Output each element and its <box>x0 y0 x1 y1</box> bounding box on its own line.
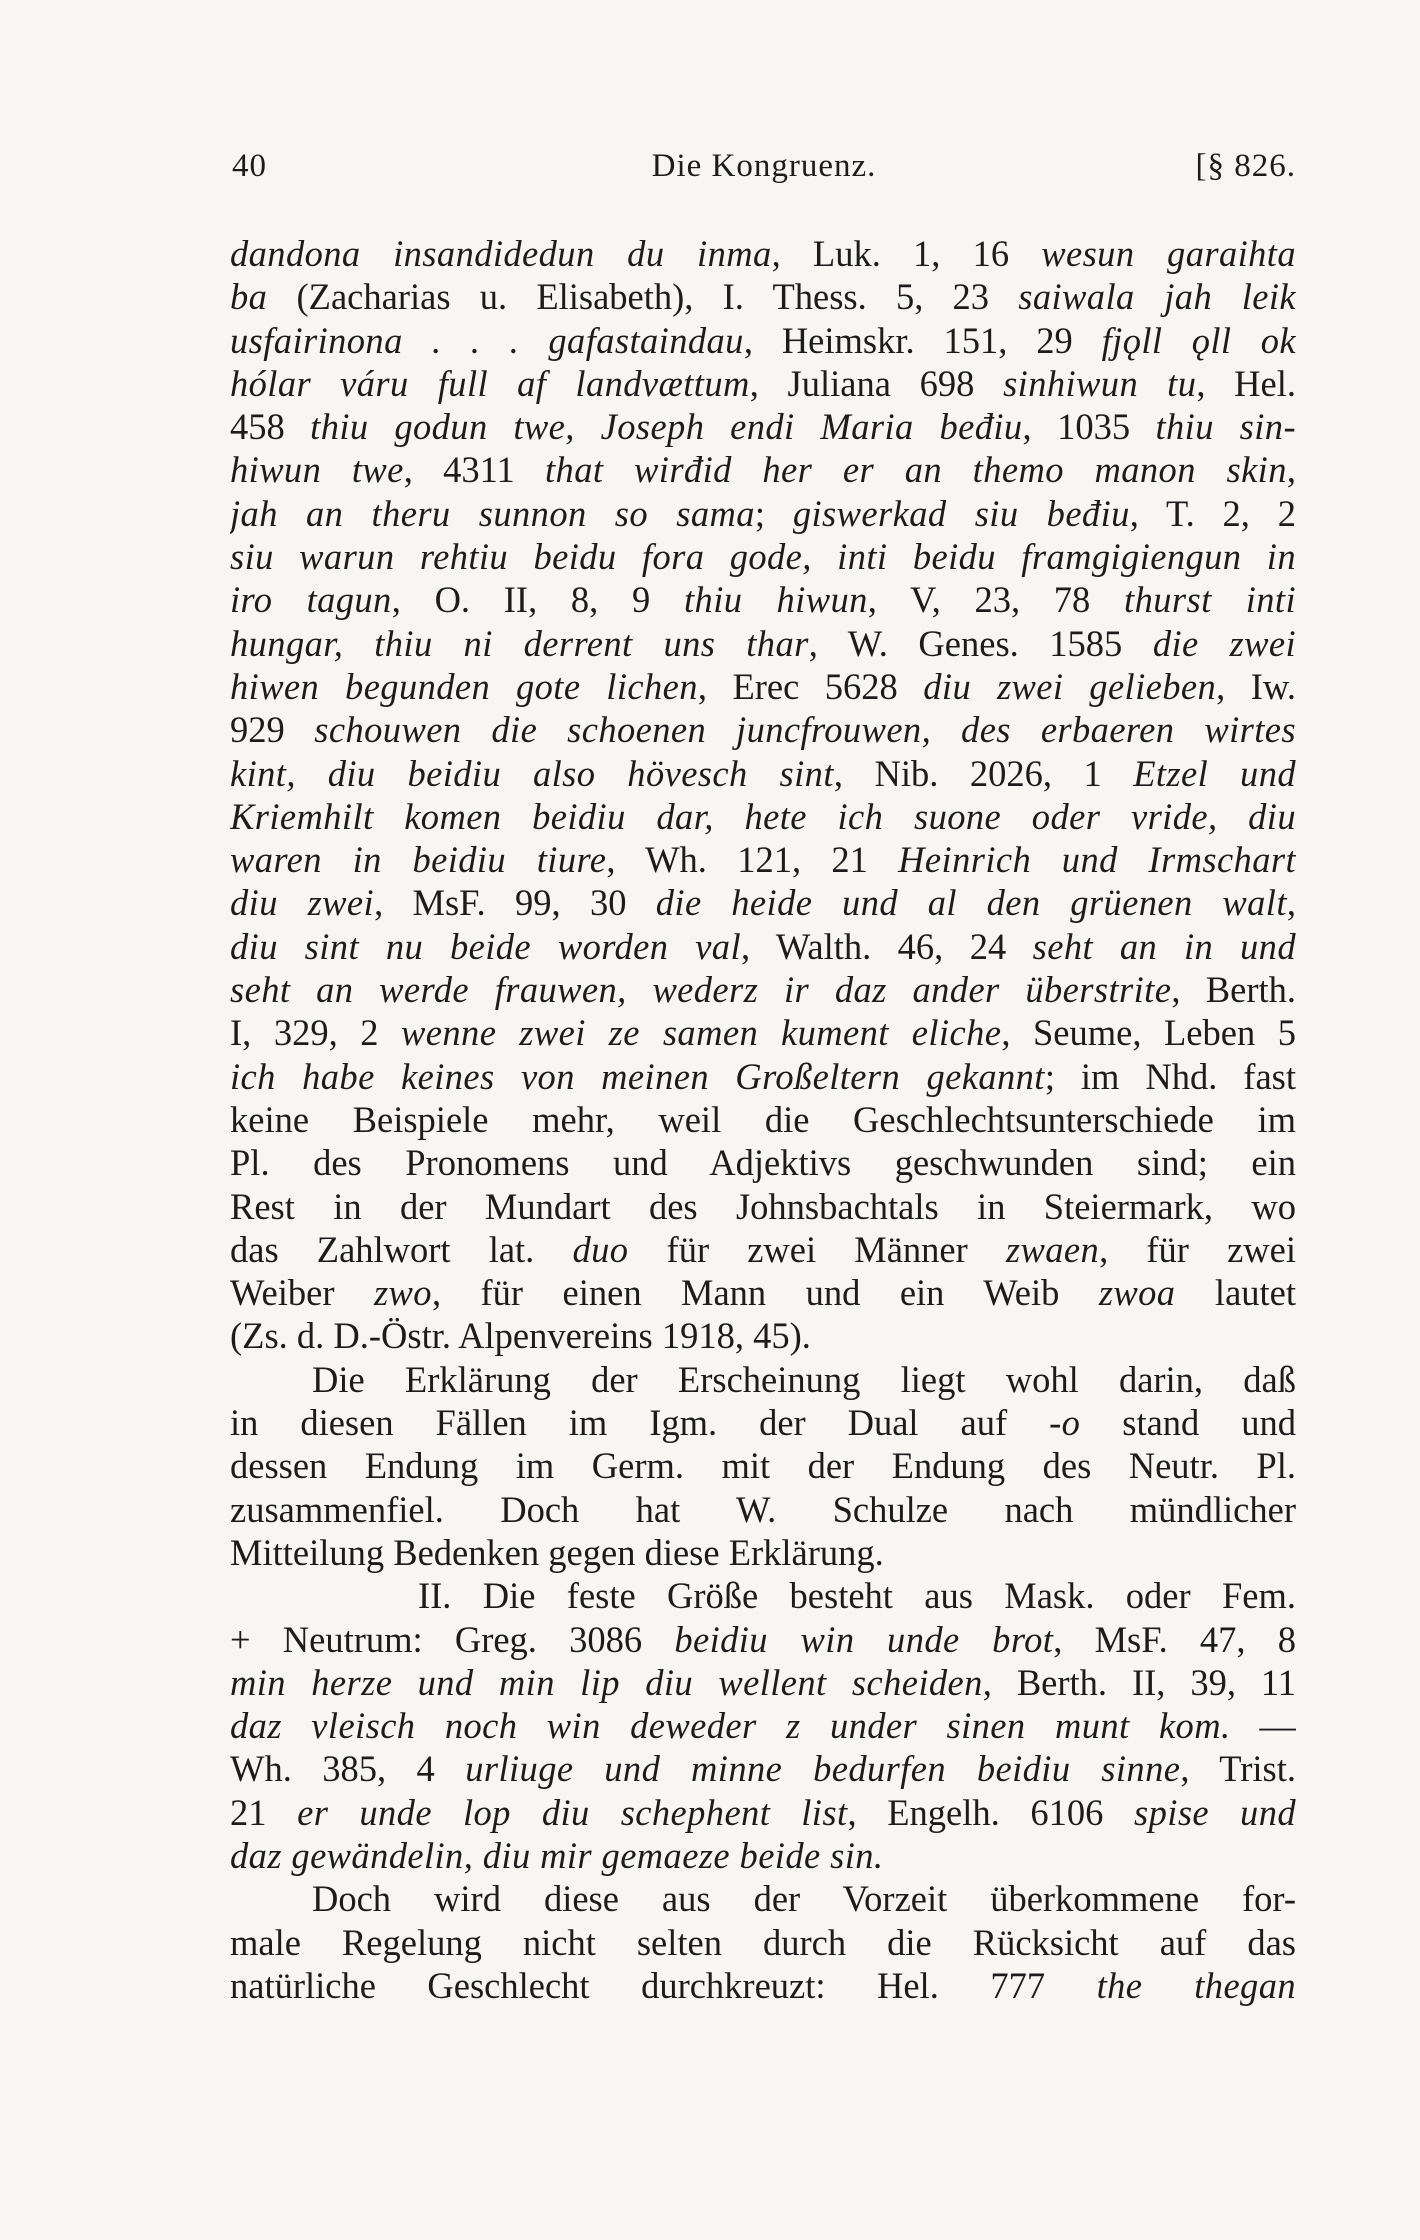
text-line: Die Erklärung der Erscheinung liegt wohl darin, daß <box>312 1358 1296 1400</box>
text-line: usfairinona . . . gafastaindau, Heimskr. 151, 29 fjǫll ǫll ok <box>230 319 1296 361</box>
text-line: min herze und min lip diu wellent scheiden, Berth. II, 39, 11 <box>230 1661 1296 1703</box>
text-line: + Neutrum: Greg. 3086 beidiu win unde brot, MsF. 47, 8 <box>230 1618 1296 1660</box>
body-text <box>230 232 1296 2007</box>
text-line: Rest in der Mundart des Johnsbachtals in Steiermark, wo <box>230 1185 1296 1227</box>
section-reference: [§ 826. <box>1195 148 1296 184</box>
text-line: iro tagun, O. II, 8, 9 thiu hiwun, V, 23, 78 thurst inti <box>230 579 1296 621</box>
text-line: ba (Zacharias u. Elisabeth), I. Thess. 5, 23 saiwala jah leik <box>230 276 1296 318</box>
text-line: 21 er unde lop diu schephent list, Engelh. 6106 spise und <box>230 1791 1296 1833</box>
running-header <box>232 148 1296 198</box>
text-line: diu zwei, MsF. 99, 30 die heide und al den grüenen walt, <box>230 882 1296 924</box>
text-line: II. Die feste Größe besteht aus Mask. oder Fem. <box>418 1575 1296 1617</box>
running-title: Die Kongruenz. <box>651 148 877 184</box>
text-line: (Zs. d. D.-Östr. Alpenvereins 1918, 45). <box>230 1315 811 1357</box>
text-line: hólar váru full af landvættum, Juliana 698 sinhiwun tu, Hel. <box>230 362 1296 404</box>
text-line: ich habe keines von meinen Großeltern gekannt; im Nhd. fast <box>230 1055 1296 1097</box>
text-line: Kriemhilt komen beidiu dar, hete ich suone oder vride, diu <box>230 795 1296 837</box>
page-number: 40 <box>232 148 267 184</box>
text-line: Mitteilung Bedenken gegen diese Erklärung. <box>230 1531 884 1573</box>
text-line: Weiber zwo, für einen Mann und ein Weib zwoa lautet <box>230 1272 1296 1314</box>
text-line: dandona insandidedun du inma, Luk. 1, 16 wesun garaihta <box>230 233 1296 274</box>
text-line: natürliche Geschlecht durchkreuzt: Hel. 777 the thegan <box>230 1964 1296 2006</box>
text-line: hiwen begunden gote lichen, Erec 5628 diu zwei gelieben, Iw. <box>230 665 1296 707</box>
text-line: 929 schouwen die schoenen juncfrouwen, des erbaeren wirtes <box>230 709 1296 751</box>
text-line: zusammenfiel. Doch hat W. Schulze nach mündlicher <box>230 1488 1296 1530</box>
text-line: waren in beidiu tiure, Wh. 121, 21 Heinrich und Irmschart <box>230 839 1296 881</box>
text-line: hiwun twe, 4311 that wirđid her er an themo manon skin, <box>230 449 1296 491</box>
text-line: 458 thiu godun twe, Joseph endi Maria beđiu, 1035 thiu sin- <box>230 406 1296 448</box>
text-line: jah an theru sunnon so sama; giswerkad siu beđiu, T. 2, 2 <box>230 492 1296 534</box>
text-line: daz gewändelin, diu mir gemaeze beide sin. <box>230 1834 884 1876</box>
text-line: I, 329, 2 wenne zwei ze samen kument eliche, Seume, Leben 5 <box>230 1012 1296 1054</box>
text-line: kint, diu beidiu also hövesch sint, Nib. 2026, 1 Etzel und <box>230 752 1296 794</box>
text-line: Pl. des Pronomens und Adjektivs geschwunden sind; ein <box>230 1142 1296 1184</box>
text-line: seht an werde frauwen, wederz ir daz ander überstrite, Berth. <box>230 969 1296 1011</box>
text-line: das Zahlwort lat. duo für zwei Männer zwaen, für zwei <box>230 1228 1296 1270</box>
text-line: daz vleisch noch win deweder z under sinen munt kom. — <box>230 1705 1296 1747</box>
text-line: male Regelung nicht selten durch die Rücksicht auf das <box>230 1921 1296 1963</box>
text-line: Wh. 385, 4 urliuge und minne bedurfen beidiu sinne, Trist. <box>230 1748 1296 1790</box>
text-line: keine Beispiele mehr, weil die Geschlechtsunterschiede im <box>230 1098 1296 1140</box>
text-line: Doch wird diese aus der Vorzeit überkommene for- <box>312 1878 1296 1920</box>
text-line: hungar, thiu ni derrent uns thar, W. Genes. 1585 die zwei <box>230 622 1296 664</box>
text-line: diu sint nu beide worden val, Walth. 46, 24 seht an in und <box>230 925 1296 967</box>
text-line: dessen Endung im Germ. mit der Endung des Neutr. Pl. <box>230 1445 1296 1487</box>
text-line: siu warun rehtiu beidu fora gode, inti beidu framgigiengun in <box>230 536 1296 578</box>
text-line: in diesen Fällen im Igm. der Dual auf -o stand und <box>230 1402 1296 1444</box>
